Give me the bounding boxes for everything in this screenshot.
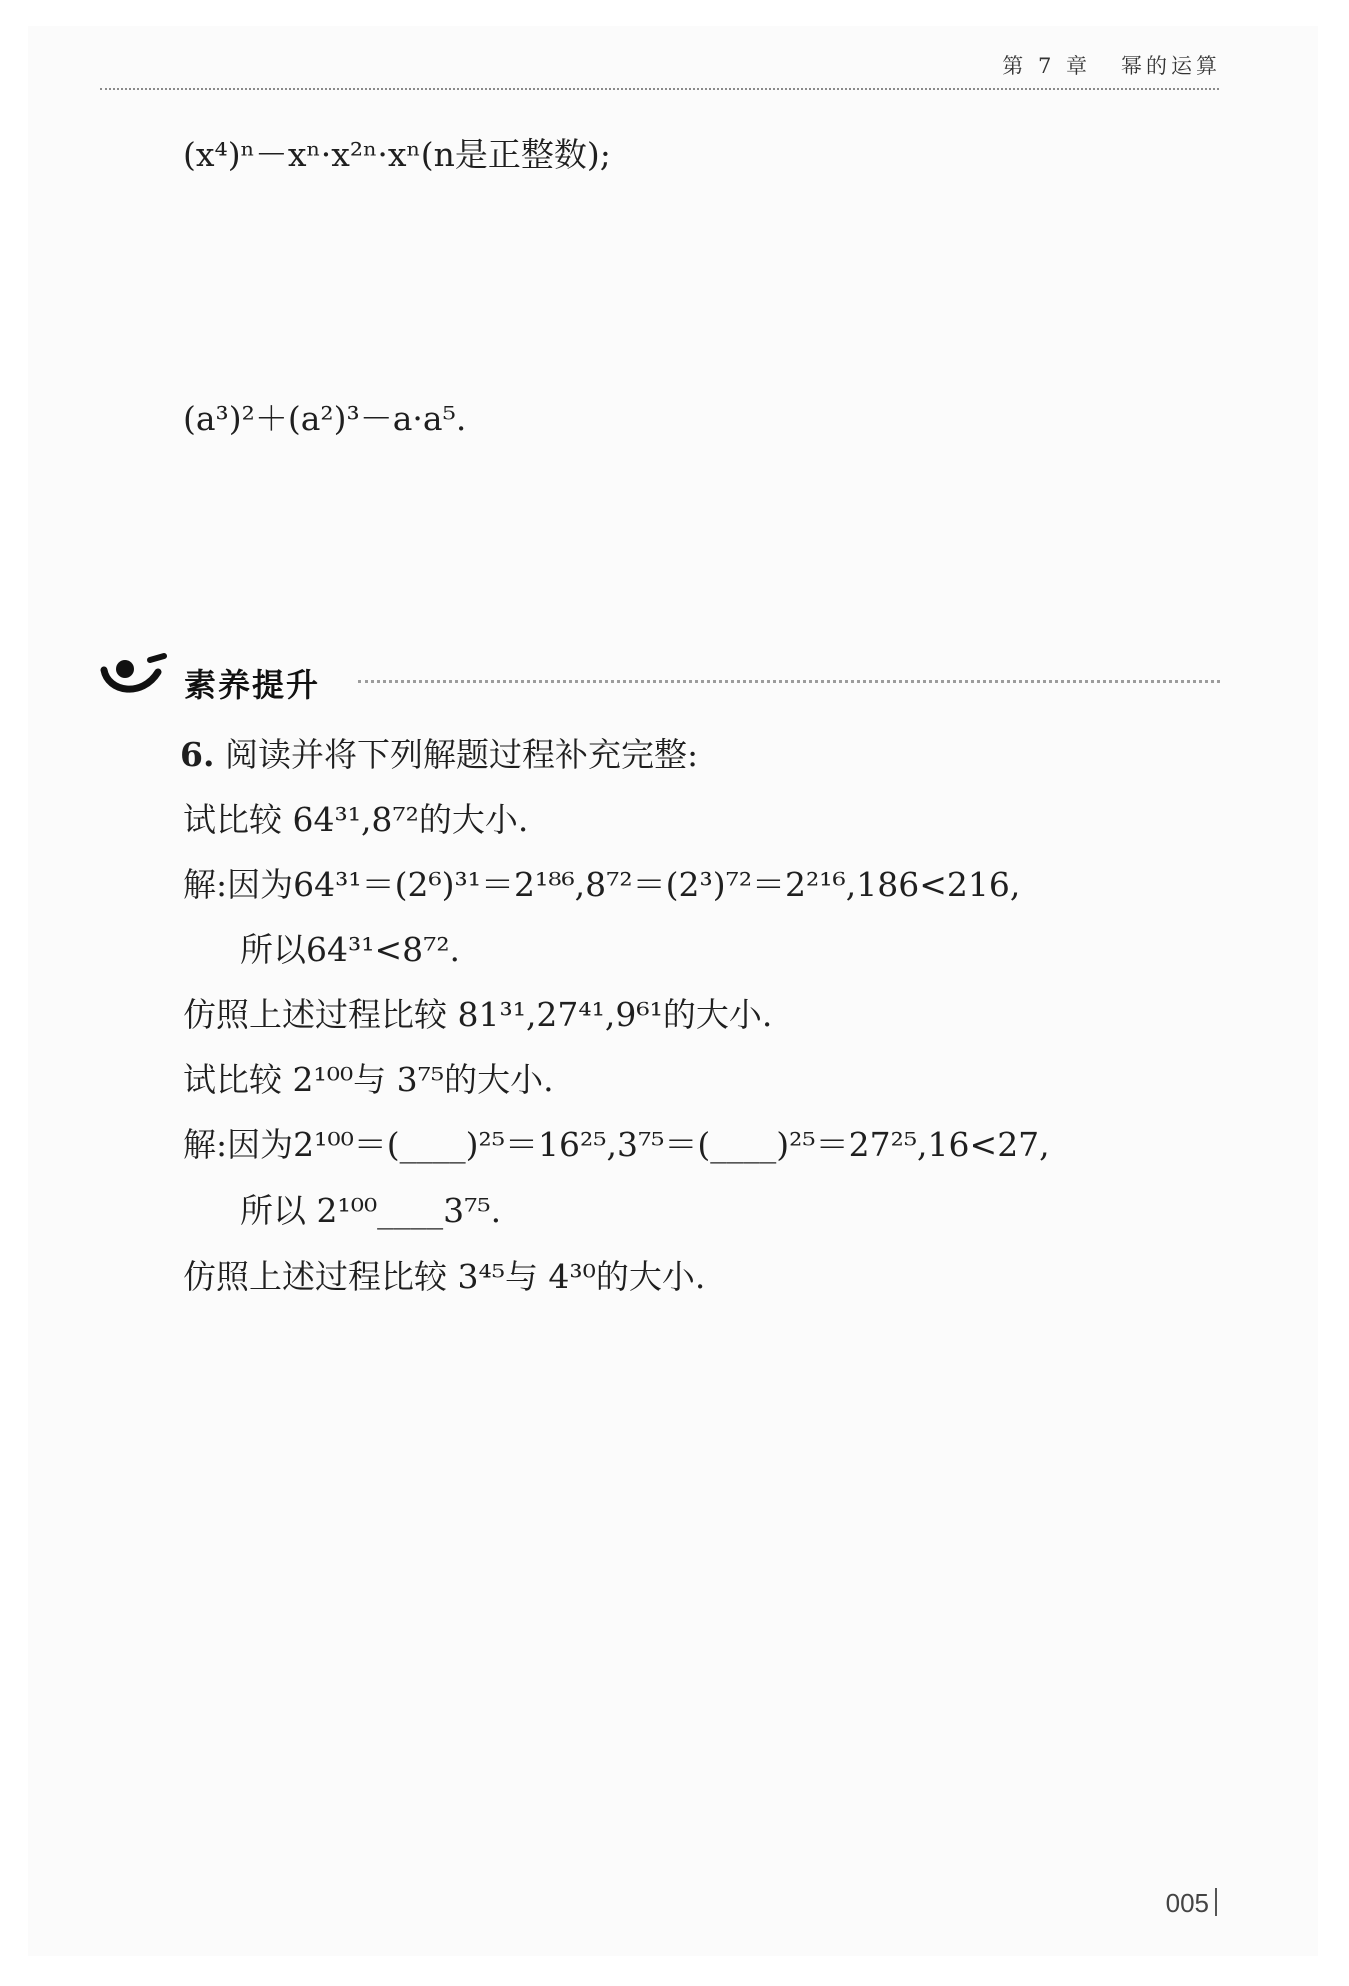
section-logo-icon [100,652,170,706]
part-1-solution-text: 解:因为64³¹＝(2⁶)³¹＝2¹⁸⁶,8⁷²＝(2³)⁷²＝2²¹⁶,186<216, [183,865,1021,904]
page-number [1166,1888,1217,1919]
section-divider [358,680,1220,683]
section-title: 素养提升 [184,666,321,704]
problem-7 [183,399,467,438]
question-6-prompt [180,735,699,774]
running-header [1002,50,1221,80]
problem-6 [183,135,611,174]
part-2-solution-line-2 [240,1191,502,1230]
chapter-number: 第 7 章 [1002,54,1091,78]
part-2-solution-line-1 [183,1125,1050,1164]
part-1-task-text: 试比较 64³¹,8⁷²的大小. [183,800,529,839]
page-paper [28,26,1318,1956]
part-2-task-text: 试比较 2¹⁰⁰与 3⁷⁵的大小. [183,1060,554,1099]
problem-7-text: (a³)²＋(a²)³－a·a⁵. [183,399,467,438]
part-2-imitate-text: 仿照上述过程比较 3⁴⁵与 4³⁰的大小. [183,1257,706,1296]
part-1-solution-line-1 [183,865,1021,904]
question-number: 6. [180,735,215,774]
question-prompt: 阅读并将下列解题过程补充完整: [224,735,699,774]
problem-6-text: (x⁴)ⁿ－xⁿ·x²ⁿ·xⁿ(n是正整数); [183,135,611,174]
part-1-conclusion-text: 所以64³¹<8⁷². [240,930,461,969]
chapter-title: 幂的运算 [1121,54,1221,78]
page-number-bar [1215,1888,1217,1916]
part-1-imitate [183,995,773,1034]
page-number-text: 005 [1165,1888,1209,1918]
part-2-conclusion-text: 所以 2¹⁰⁰____3⁷⁵. [240,1191,502,1230]
section-header [100,652,1220,706]
part-1-task [183,800,529,839]
part-1-solution-line-2 [240,930,461,969]
part-2-imitate [183,1257,706,1296]
part-1-imitate-text: 仿照上述过程比较 81³¹,27⁴¹,9⁶¹的大小. [183,995,773,1034]
header-divider [100,88,1219,90]
part-2-task [183,1060,554,1099]
part-2-solution-text: 解:因为2¹⁰⁰＝(____)²⁵＝16²⁵,3⁷⁵＝(____)²⁵＝27²⁵,16<27, [183,1125,1050,1164]
